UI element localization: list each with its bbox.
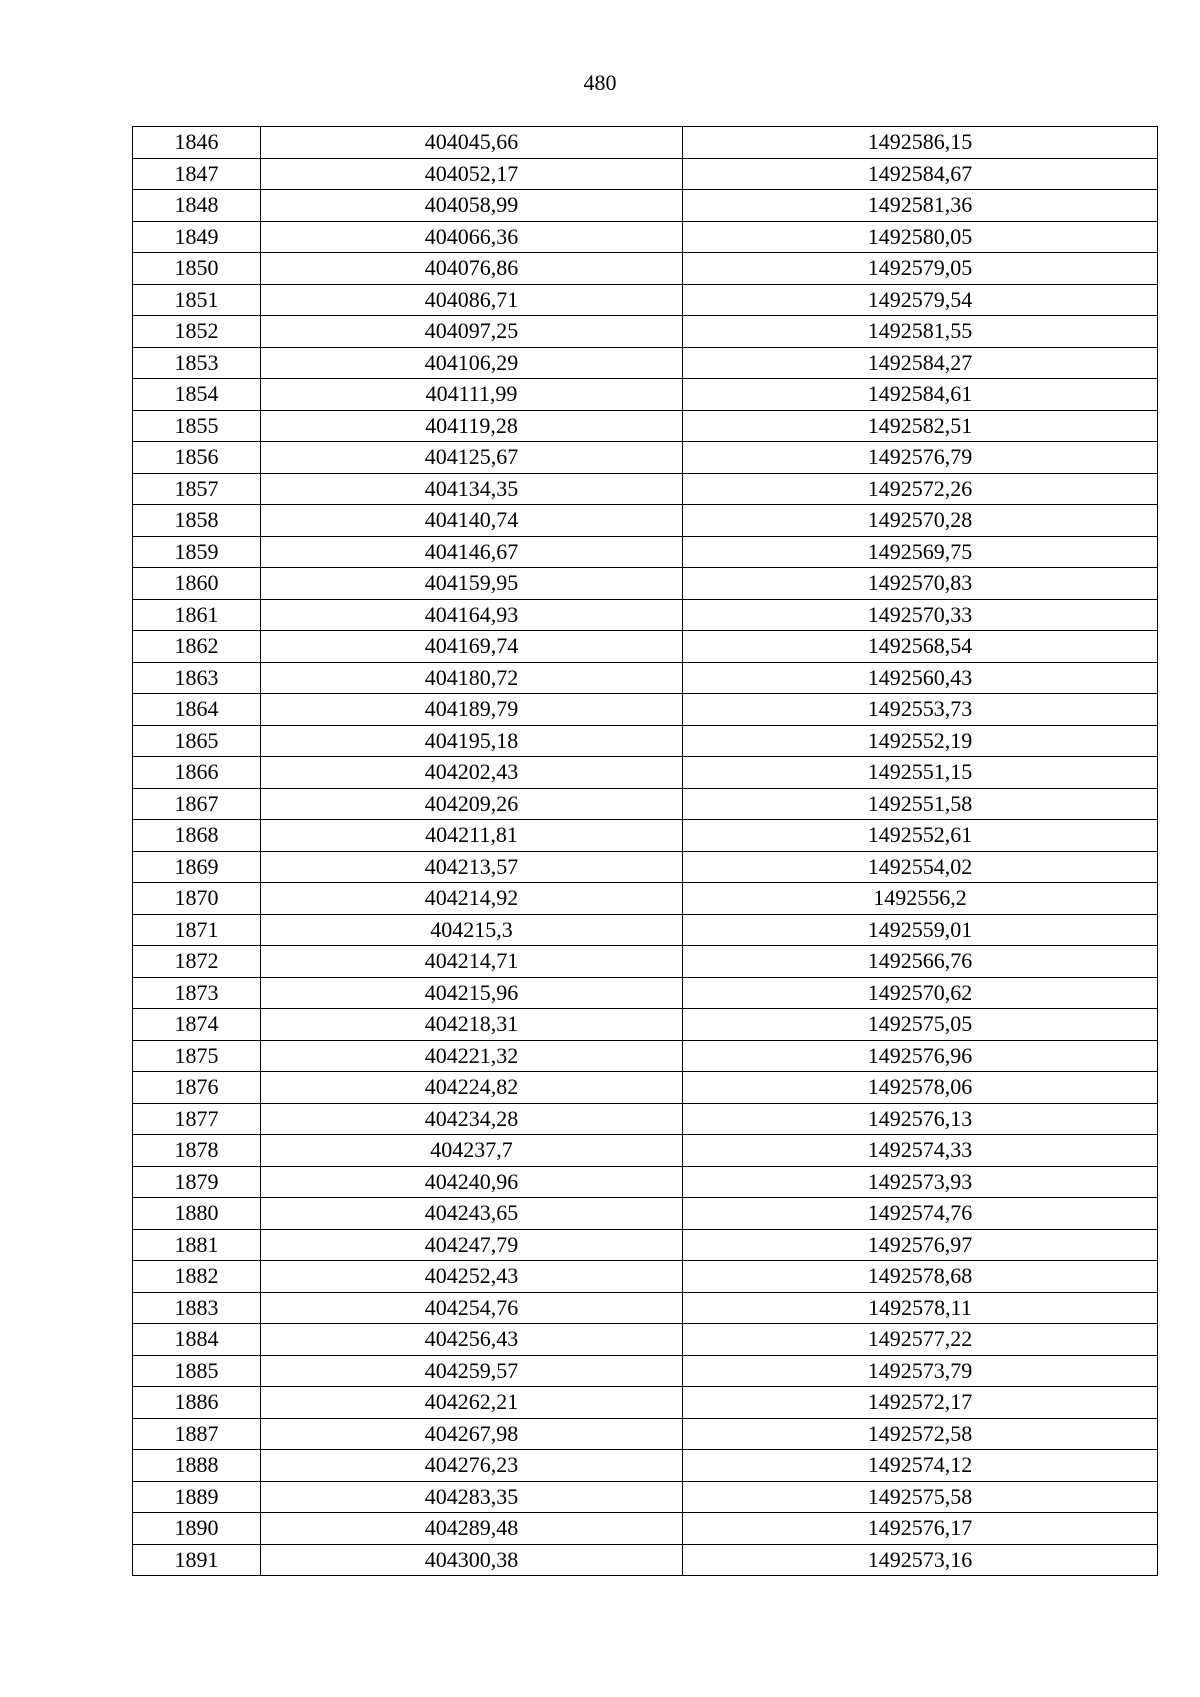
x-coordinate-cell: 404224,82 bbox=[261, 1072, 683, 1104]
y-coordinate-cell: 1492551,15 bbox=[683, 757, 1158, 789]
table-row bbox=[133, 536, 1158, 568]
x-coordinate-cell: 404209,26 bbox=[261, 788, 683, 820]
point-number-cell: 1867 bbox=[133, 788, 261, 820]
point-number-cell: 1849 bbox=[133, 221, 261, 253]
point-number-cell: 1865 bbox=[133, 725, 261, 757]
table-row bbox=[133, 379, 1158, 411]
table-row bbox=[133, 946, 1158, 978]
point-number-cell: 1852 bbox=[133, 316, 261, 348]
y-coordinate-cell: 1492576,97 bbox=[683, 1229, 1158, 1261]
y-coordinate-cell: 1492556,2 bbox=[683, 883, 1158, 915]
point-number-cell: 1859 bbox=[133, 536, 261, 568]
x-coordinate-cell: 404125,67 bbox=[261, 442, 683, 474]
point-number-cell: 1850 bbox=[133, 253, 261, 285]
point-number-cell: 1861 bbox=[133, 599, 261, 631]
point-number-cell: 1853 bbox=[133, 347, 261, 379]
point-number-cell: 1856 bbox=[133, 442, 261, 474]
point-number-cell: 1870 bbox=[133, 883, 261, 915]
y-coordinate-cell: 1492573,79 bbox=[683, 1355, 1158, 1387]
table-row bbox=[133, 316, 1158, 348]
point-number-cell: 1884 bbox=[133, 1324, 261, 1356]
point-number-cell: 1851 bbox=[133, 284, 261, 316]
y-coordinate-cell: 1492581,55 bbox=[683, 316, 1158, 348]
table-row bbox=[133, 883, 1158, 915]
y-coordinate-cell: 1492579,05 bbox=[683, 253, 1158, 285]
point-number-cell: 1878 bbox=[133, 1135, 261, 1167]
x-coordinate-cell: 404247,79 bbox=[261, 1229, 683, 1261]
x-coordinate-cell: 404211,81 bbox=[261, 820, 683, 852]
y-coordinate-cell: 1492575,58 bbox=[683, 1481, 1158, 1513]
table-row bbox=[133, 1324, 1158, 1356]
table-row bbox=[133, 1418, 1158, 1450]
y-coordinate-cell: 1492572,58 bbox=[683, 1418, 1158, 1450]
y-coordinate-cell: 1492576,96 bbox=[683, 1040, 1158, 1072]
point-number-cell: 1891 bbox=[133, 1544, 261, 1576]
point-number-cell: 1874 bbox=[133, 1009, 261, 1041]
table-row bbox=[133, 725, 1158, 757]
point-number-cell: 1887 bbox=[133, 1418, 261, 1450]
x-coordinate-cell: 404106,29 bbox=[261, 347, 683, 379]
x-coordinate-cell: 404215,3 bbox=[261, 914, 683, 946]
y-coordinate-cell: 1492574,33 bbox=[683, 1135, 1158, 1167]
y-coordinate-cell: 1492578,06 bbox=[683, 1072, 1158, 1104]
table-row bbox=[133, 410, 1158, 442]
table-row bbox=[133, 977, 1158, 1009]
x-coordinate-cell: 404254,76 bbox=[261, 1292, 683, 1324]
point-number-cell: 1886 bbox=[133, 1387, 261, 1419]
table-row bbox=[133, 1198, 1158, 1230]
x-coordinate-cell: 404267,98 bbox=[261, 1418, 683, 1450]
table-row bbox=[133, 1355, 1158, 1387]
x-coordinate-cell: 404289,48 bbox=[261, 1513, 683, 1545]
y-coordinate-cell: 1492570,33 bbox=[683, 599, 1158, 631]
y-coordinate-cell: 1492584,61 bbox=[683, 379, 1158, 411]
table-row bbox=[133, 851, 1158, 883]
x-coordinate-cell: 404195,18 bbox=[261, 725, 683, 757]
point-number-cell: 1869 bbox=[133, 851, 261, 883]
table-row bbox=[133, 1135, 1158, 1167]
coordinates-table-body bbox=[133, 127, 1158, 1576]
x-coordinate-cell: 404240,96 bbox=[261, 1166, 683, 1198]
point-number-cell: 1847 bbox=[133, 158, 261, 190]
table-row bbox=[133, 1103, 1158, 1135]
point-number-cell: 1879 bbox=[133, 1166, 261, 1198]
y-coordinate-cell: 1492566,76 bbox=[683, 946, 1158, 978]
x-coordinate-cell: 404259,57 bbox=[261, 1355, 683, 1387]
x-coordinate-cell: 404214,71 bbox=[261, 946, 683, 978]
x-coordinate-cell: 404300,38 bbox=[261, 1544, 683, 1576]
table-row bbox=[133, 1387, 1158, 1419]
table-row bbox=[133, 1040, 1158, 1072]
x-coordinate-cell: 404243,65 bbox=[261, 1198, 683, 1230]
y-coordinate-cell: 1492581,36 bbox=[683, 190, 1158, 222]
y-coordinate-cell: 1492552,19 bbox=[683, 725, 1158, 757]
y-coordinate-cell: 1492578,68 bbox=[683, 1261, 1158, 1293]
point-number-cell: 1872 bbox=[133, 946, 261, 978]
page-number: 480 bbox=[583, 70, 617, 95]
table-row bbox=[133, 914, 1158, 946]
point-number-cell: 1877 bbox=[133, 1103, 261, 1135]
x-coordinate-cell: 404283,35 bbox=[261, 1481, 683, 1513]
x-coordinate-cell: 404134,35 bbox=[261, 473, 683, 505]
y-coordinate-cell: 1492574,76 bbox=[683, 1198, 1158, 1230]
x-coordinate-cell: 404111,99 bbox=[261, 379, 683, 411]
point-number-cell: 1873 bbox=[133, 977, 261, 1009]
y-coordinate-cell: 1492569,75 bbox=[683, 536, 1158, 568]
table-row bbox=[133, 1450, 1158, 1482]
x-coordinate-cell: 404234,28 bbox=[261, 1103, 683, 1135]
y-coordinate-cell: 1492575,05 bbox=[683, 1009, 1158, 1041]
x-coordinate-cell: 404097,25 bbox=[261, 316, 683, 348]
table-row bbox=[133, 442, 1158, 474]
x-coordinate-cell: 404189,79 bbox=[261, 694, 683, 726]
y-coordinate-cell: 1492570,83 bbox=[683, 568, 1158, 600]
table-row bbox=[133, 284, 1158, 316]
x-coordinate-cell: 404218,31 bbox=[261, 1009, 683, 1041]
table-row bbox=[133, 1261, 1158, 1293]
point-number-cell: 1880 bbox=[133, 1198, 261, 1230]
x-coordinate-cell: 404221,32 bbox=[261, 1040, 683, 1072]
y-coordinate-cell: 1492568,54 bbox=[683, 631, 1158, 663]
y-coordinate-cell: 1492553,73 bbox=[683, 694, 1158, 726]
point-number-cell: 1863 bbox=[133, 662, 261, 694]
point-number-cell: 1862 bbox=[133, 631, 261, 663]
x-coordinate-cell: 404086,71 bbox=[261, 284, 683, 316]
x-coordinate-cell: 404146,67 bbox=[261, 536, 683, 568]
point-number-cell: 1868 bbox=[133, 820, 261, 852]
point-number-cell: 1864 bbox=[133, 694, 261, 726]
x-coordinate-cell: 404215,96 bbox=[261, 977, 683, 1009]
table-row bbox=[133, 1166, 1158, 1198]
x-coordinate-cell: 404076,86 bbox=[261, 253, 683, 285]
y-coordinate-cell: 1492580,05 bbox=[683, 221, 1158, 253]
table-row bbox=[133, 1292, 1158, 1324]
x-coordinate-cell: 404262,21 bbox=[261, 1387, 683, 1419]
y-coordinate-cell: 1492570,28 bbox=[683, 505, 1158, 537]
y-coordinate-cell: 1492551,58 bbox=[683, 788, 1158, 820]
x-coordinate-cell: 404140,74 bbox=[261, 505, 683, 537]
x-coordinate-cell: 404213,57 bbox=[261, 851, 683, 883]
y-coordinate-cell: 1492570,62 bbox=[683, 977, 1158, 1009]
y-coordinate-cell: 1492559,01 bbox=[683, 914, 1158, 946]
table-row bbox=[133, 1481, 1158, 1513]
x-coordinate-cell: 404164,93 bbox=[261, 599, 683, 631]
point-number-cell: 1890 bbox=[133, 1513, 261, 1545]
table-row bbox=[133, 1229, 1158, 1261]
point-number-cell: 1881 bbox=[133, 1229, 261, 1261]
table-row bbox=[133, 631, 1158, 663]
point-number-cell: 1860 bbox=[133, 568, 261, 600]
table-row bbox=[133, 253, 1158, 285]
x-coordinate-cell: 404119,28 bbox=[261, 410, 683, 442]
table-row bbox=[133, 757, 1158, 789]
x-coordinate-cell: 404214,92 bbox=[261, 883, 683, 915]
x-coordinate-cell: 404066,36 bbox=[261, 221, 683, 253]
y-coordinate-cell: 1492586,15 bbox=[683, 127, 1158, 159]
table-row bbox=[133, 1544, 1158, 1576]
point-number-cell: 1857 bbox=[133, 473, 261, 505]
point-number-cell: 1871 bbox=[133, 914, 261, 946]
table-row bbox=[133, 662, 1158, 694]
point-number-cell: 1883 bbox=[133, 1292, 261, 1324]
table-row bbox=[133, 473, 1158, 505]
point-number-cell: 1858 bbox=[133, 505, 261, 537]
table-row bbox=[133, 127, 1158, 159]
x-coordinate-cell: 404159,95 bbox=[261, 568, 683, 600]
table-row bbox=[133, 599, 1158, 631]
y-coordinate-cell: 1492573,93 bbox=[683, 1166, 1158, 1198]
x-coordinate-cell: 404045,66 bbox=[261, 127, 683, 159]
table-row bbox=[133, 347, 1158, 379]
y-coordinate-cell: 1492572,17 bbox=[683, 1387, 1158, 1419]
x-coordinate-cell: 404237,7 bbox=[261, 1135, 683, 1167]
table-row bbox=[133, 190, 1158, 222]
point-number-cell: 1875 bbox=[133, 1040, 261, 1072]
x-coordinate-cell: 404052,17 bbox=[261, 158, 683, 190]
x-coordinate-cell: 404276,23 bbox=[261, 1450, 683, 1482]
table-row bbox=[133, 788, 1158, 820]
table-row bbox=[133, 1513, 1158, 1545]
y-coordinate-cell: 1492584,67 bbox=[683, 158, 1158, 190]
y-coordinate-cell: 1492584,27 bbox=[683, 347, 1158, 379]
x-coordinate-cell: 404256,43 bbox=[261, 1324, 683, 1356]
y-coordinate-cell: 1492579,54 bbox=[683, 284, 1158, 316]
y-coordinate-cell: 1492552,61 bbox=[683, 820, 1158, 852]
x-coordinate-cell: 404058,99 bbox=[261, 190, 683, 222]
point-number-cell: 1885 bbox=[133, 1355, 261, 1387]
point-number-cell: 1866 bbox=[133, 757, 261, 789]
point-number-cell: 1854 bbox=[133, 379, 261, 411]
y-coordinate-cell: 1492578,11 bbox=[683, 1292, 1158, 1324]
table-row bbox=[133, 568, 1158, 600]
x-coordinate-cell: 404169,74 bbox=[261, 631, 683, 663]
y-coordinate-cell: 1492576,13 bbox=[683, 1103, 1158, 1135]
point-number-cell: 1846 bbox=[133, 127, 261, 159]
y-coordinate-cell: 1492576,17 bbox=[683, 1513, 1158, 1545]
x-coordinate-cell: 404202,43 bbox=[261, 757, 683, 789]
table-row bbox=[133, 505, 1158, 537]
y-coordinate-cell: 1492576,79 bbox=[683, 442, 1158, 474]
y-coordinate-cell: 1492573,16 bbox=[683, 1544, 1158, 1576]
point-number-cell: 1882 bbox=[133, 1261, 261, 1293]
y-coordinate-cell: 1492572,26 bbox=[683, 473, 1158, 505]
coordinates-table bbox=[132, 126, 1158, 1576]
table-row bbox=[133, 1009, 1158, 1041]
table-row bbox=[133, 694, 1158, 726]
table-row bbox=[133, 1072, 1158, 1104]
y-coordinate-cell: 1492560,43 bbox=[683, 662, 1158, 694]
table-row bbox=[133, 221, 1158, 253]
table-row bbox=[133, 820, 1158, 852]
y-coordinate-cell: 1492574,12 bbox=[683, 1450, 1158, 1482]
point-number-cell: 1876 bbox=[133, 1072, 261, 1104]
table-row bbox=[133, 158, 1158, 190]
point-number-cell: 1848 bbox=[133, 190, 261, 222]
x-coordinate-cell: 404180,72 bbox=[261, 662, 683, 694]
point-number-cell: 1888 bbox=[133, 1450, 261, 1482]
y-coordinate-cell: 1492582,51 bbox=[683, 410, 1158, 442]
y-coordinate-cell: 1492554,02 bbox=[683, 851, 1158, 883]
y-coordinate-cell: 1492577,22 bbox=[683, 1324, 1158, 1356]
x-coordinate-cell: 404252,43 bbox=[261, 1261, 683, 1293]
point-number-cell: 1889 bbox=[133, 1481, 261, 1513]
point-number-cell: 1855 bbox=[133, 410, 261, 442]
